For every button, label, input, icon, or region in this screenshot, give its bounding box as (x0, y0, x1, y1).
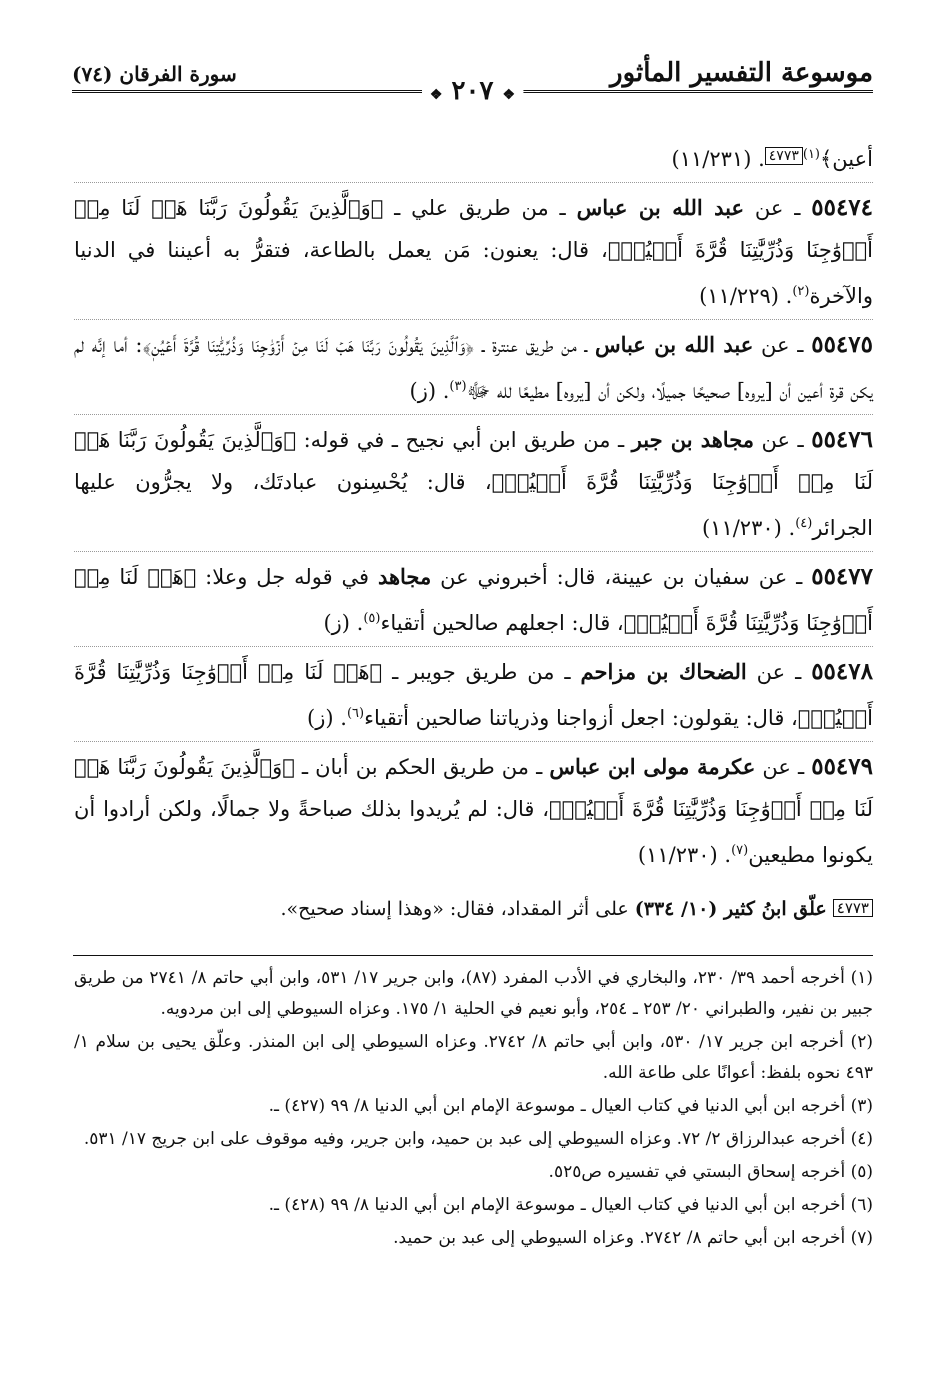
footnote-marker: (٢) (792, 284, 810, 299)
footnote-divider (73, 955, 873, 956)
entry-text: ـ من طريق عنترة ـ ﴿وَٱلَّذِينَ يَقُولُونَ رَبَّنَا هَبۡ لَنَا مِنۡ أَزۡوَٰجِنَا وَذُرِّيَّٰتِنَا قُرَّةَ أَعۡيُنٖ﴾: أما إنَّه لم يكن قرة أعين أن [يروه] صحيحًا جميلًا، ولكن أن [يروه] مطيعًا لله ﷻ (74, 333, 873, 403)
entry-reference: . (١١/٢٣٠) (637, 843, 732, 867)
entry-lead: ـ عن (753, 333, 812, 357)
entry-text: ـ من طريق جويبر ـ ﴿هَبۡ لَنَا مِنۡ أَزۡوَٰجِنَا وَذُرِّيَّٰتِنَا قُرَّةَ أَعۡيُنٖ﴾، قال: يقولون: اجعل أزواجنا وذرياتنا صالحين أتقياء (74, 660, 873, 730)
entry-lead: ـ عن (755, 755, 812, 779)
entry-text: أعين﴾ (820, 147, 873, 171)
entry-reference: . (ز) (409, 379, 450, 403)
footnote-marker: (٣) (449, 379, 467, 394)
entry-author: عكرمة مولى ابن عباس (549, 754, 756, 779)
page-number: ٢٠٧ (451, 76, 494, 106)
entry-lead: ـ عن سفيان بن عيينة، قال: أخبروني عن (431, 565, 812, 589)
commentary-ref-box: ٤٧٧٣ (765, 147, 803, 165)
commentary-box-number: ٤٧٧٣ (833, 899, 873, 917)
footnote-marker: (٦) (346, 706, 365, 721)
entry-author: مجاهد بن جبر (631, 427, 755, 452)
entry-lead: ـ عن (746, 660, 812, 684)
commentary-text: على أثر المقداد، فقال: «وهذا إسناد صحيح». (280, 898, 635, 920)
entry-lead: ـ عن (754, 428, 812, 452)
entry-author: عبد الله بن عباس (594, 332, 754, 357)
entry-author: عبد الله بن عباس (576, 195, 745, 220)
entry-continuation (74, 134, 873, 183)
ornament-icon: ❖ (429, 87, 443, 103)
entry-number: ٥٥٤٧٦ (811, 426, 873, 453)
footnote: (٤) أخرجه عبدالرزاق ٢/ ٧٢. وعزاه السيوطي إلى عبد بن حميد، وابن جرير، وفيه موقوف على ابن جريج ١٧/ ٥٣١. (83, 1129, 873, 1149)
entry-text: ـ من طريق الحكم بن أبان ـ ﴿وَٱلَّذِينَ يَقُولُونَ رَبَّنَا هَبۡ لَنَا مِنۡ أَزۡوَٰجِنَا وَذُرِّيَّٰتِنَا قُرَّةَ أَعۡيُنٖ﴾، قال: لم يُريدوا بذلك صباحةً ولا جمالًا، ولكن أرادوا أن يكونوا مطيعين (74, 755, 873, 867)
ornament-icon: ❖ (502, 87, 516, 103)
entry-author: الضحاك بن مزاحم (580, 659, 747, 684)
footnote-marker: (٧) (731, 843, 749, 858)
footnotes (74, 963, 873, 1256)
header-rule-right (523, 90, 873, 93)
entry-lead: ـ عن (744, 196, 812, 220)
page-header (72, 56, 873, 110)
entry (74, 187, 873, 320)
footnote-marker: (٥) (363, 611, 381, 626)
entry-number: ٥٥٤٧٥ (811, 331, 873, 358)
entry (74, 651, 873, 742)
commentary-lead: علّق ابنُ كثير (١٠/ ٣٣٤) (634, 898, 827, 920)
entry-author: مجاهد (377, 564, 432, 589)
entry-reference: . (١١/٢٢٩) (699, 284, 793, 308)
entry (74, 746, 873, 878)
surah-title: سورة الفرقان (٧٤) (72, 62, 237, 86)
footnote: (٦) أخرجه ابن أبي الدنيا في كتاب العيال ـ موسوعة الإمام ابن أبي الدنيا ٨/ ٩٩ (٤٢٨) ـ. (268, 1195, 873, 1215)
entry-text: ـ من طريق ابن أبي نجيح ـ في قوله: ﴿وَٱلَّذِينَ يَقُولُونَ رَبَّنَا هَبۡ لَنَا مِنۡ أَزۡوَٰجِنَا وَذُرِّيَّٰتِنَا قُرَّةَ أَعۡيُنٖ﴾، قال: يُحْسِنون عبادتَك، ولا يجرُّون عليها الجرائر (74, 428, 873, 540)
footnote-marker: (٤) (795, 516, 813, 531)
entry-text: ـ من طريق علي ـ ﴿وَٱلَّذِينَ يَقُولُونَ رَبَّنَا هَبۡ لَنَا مِنۡ أَزۡوَٰجِنَا وَذُرِّيَّٰتِنَا قُرَّةَ أَعۡيُنٖ﴾، قال: يعنون: مَن يعمل بالطاعة، فتقرُّ به أعيننا في الدنيا والآخرة (74, 196, 873, 308)
entry (74, 324, 873, 415)
entry-number: ٥٥٤٧٤ (811, 194, 874, 221)
footnote: (٥) أخرجه إسحاق البستي في تفسيره ص٥٢٥. (548, 1162, 873, 1182)
entry-reference: . (ز) (307, 706, 347, 730)
entry-reference: . (١١/٢٣٠) (701, 516, 796, 540)
commentary-note (74, 892, 873, 926)
footnote: (١) أخرجه أحمد ٣٩/ ٢٣٠، والبخاري في الأدب المفرد (٨٧)، وابن جرير ١٧/ ٥٣١، وابن أبي حاتم ٨/ ٢٧٤١ من طريق جبير بن نفير، والطبراني ٢٠/ ٢٥٣ ـ ٢٥٤، وأبو نعيم في الحلية ١/ ١٧٥. وعزاه السيوطي إلى ابن مردويه. (74, 968, 874, 1019)
entry-text: في قوله جل وعلا: ﴿هَبۡ لَنَا مِنۡ أَزۡوَٰجِنَا وَذُرِّيَّٰتِنَا قُرَّةَ أَعۡيُنٖ﴾، قال: اجعلهم صالحين أتقياء (74, 565, 873, 635)
footnote: (٧) أخرجه ابن أبي حاتم ٨/ ٢٧٤٢. وعزاه السيوطي إلى عبد بن حميد. (393, 1228, 873, 1248)
entry-number: ٥٥٤٧٧ (811, 563, 873, 590)
header-rule-left (72, 90, 422, 93)
entry-number: ٥٥٤٧٨ (811, 658, 873, 685)
footnote: (٢) أخرجه ابن جرير ١٧/ ٥٣٠، وابن أبي حاتم ٨/ ٢٧٤٢. وعزاه السيوطي إلى ابن المنذر. وعلّق يحيى بن سلام ١/ ٤٩٣ نحوه بلفظ: أعوانًا على طاعة الله. (74, 1032, 873, 1083)
entry (74, 419, 873, 552)
book-title: موسوعة التفسير المأثور (610, 58, 873, 88)
entry-reference: . (ز) (323, 611, 364, 635)
page-number-block (422, 76, 523, 106)
footnote-marker: (١) (802, 147, 820, 162)
entry (74, 556, 873, 647)
entry-reference: . (١١/٢٣١) (671, 147, 765, 171)
main-text (74, 134, 873, 878)
entry-number: ٥٥٤٧٩ (811, 753, 873, 780)
footnote: (٣) أخرجه ابن أبي الدنيا في كتاب العيال ـ موسوعة الإمام ابن أبي الدنيا ٨/ ٩٩ (٤٢٧) ـ. (268, 1096, 873, 1116)
